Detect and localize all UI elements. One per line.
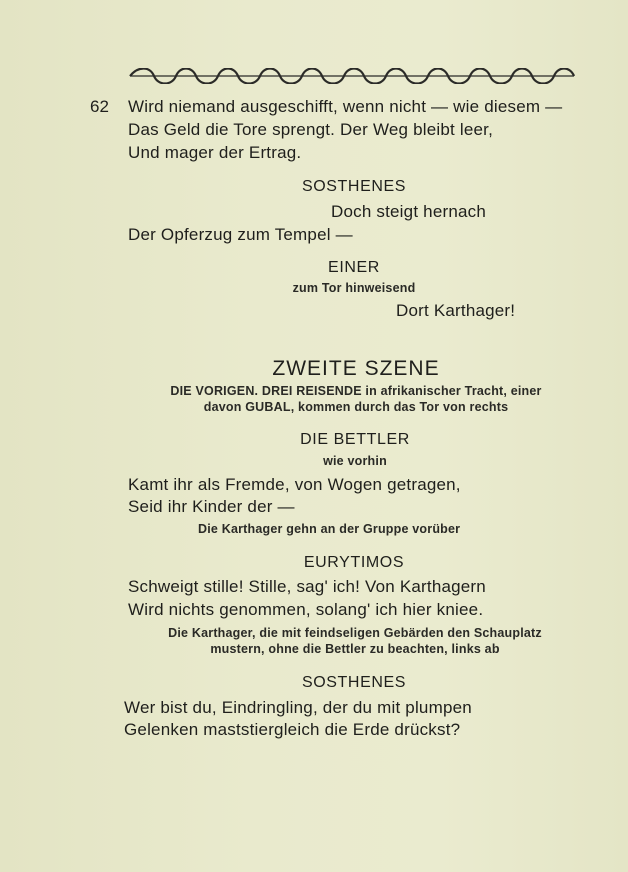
stage-direction: zum Tor hinweisend bbox=[292, 281, 416, 295]
verse-line: Das Geld die Tore sprengt. Der Weg bleibt leer, bbox=[128, 120, 494, 139]
verse-line: Wird nichts genommen, solang' ich hier kniee. bbox=[128, 600, 484, 619]
stage-direction: wie vorhin bbox=[323, 454, 387, 468]
stage-direction: Die Karthager, die mit feindseligen Gebärden den Schauplatz bbox=[168, 626, 542, 640]
verse-line: Gelenken maststiergleich die Erde drückst? bbox=[124, 720, 461, 739]
verse-line: Der Opferzug zum Tempel — bbox=[128, 225, 353, 244]
speaker-name: EURYTIMOS bbox=[303, 554, 405, 571]
verse-line: Kamt ihr als Fremde, von Wogen getragen, bbox=[128, 475, 461, 494]
speaker-name: SOSTHENES bbox=[301, 178, 407, 195]
verse-line: Wird niemand ausgeschifft, wenn nicht — wie diesem — bbox=[128, 97, 563, 116]
verse-line: Doch steigt hernach bbox=[331, 202, 486, 221]
verse-line: Und mager der Ertrag. bbox=[128, 143, 302, 162]
scene-title: ZWEITE SZENE bbox=[272, 357, 440, 380]
decorative-border-ornament bbox=[128, 68, 576, 84]
verse-line: Wer bist du, Eindringling, der du mit plumpen bbox=[124, 698, 472, 717]
verse-line: Seid ihr Kinder der — bbox=[128, 497, 295, 516]
verse-line: Schweigt stille! Stille, sag' ich! Von Karthagern bbox=[128, 577, 486, 596]
page-number: 62 bbox=[90, 97, 109, 116]
stage-direction: mustern, ohne die Bettler zu beachten, links ab bbox=[210, 642, 500, 656]
speaker-name: DIE BETTLER bbox=[300, 431, 410, 448]
stage-direction: Die Karthager gehn an der Gruppe vorüber bbox=[198, 522, 461, 536]
stage-direction: davon GUBAL, kommen durch das Tor von rechts bbox=[203, 400, 509, 414]
speaker-name: EINER bbox=[328, 259, 380, 276]
verse-line: Dort Karthager! bbox=[396, 301, 516, 320]
speaker-name: SOSTHENES bbox=[301, 674, 407, 691]
stage-direction: DIE VORIGEN. DREI REISENDE in afrikanischer Tracht, einer bbox=[170, 384, 542, 398]
